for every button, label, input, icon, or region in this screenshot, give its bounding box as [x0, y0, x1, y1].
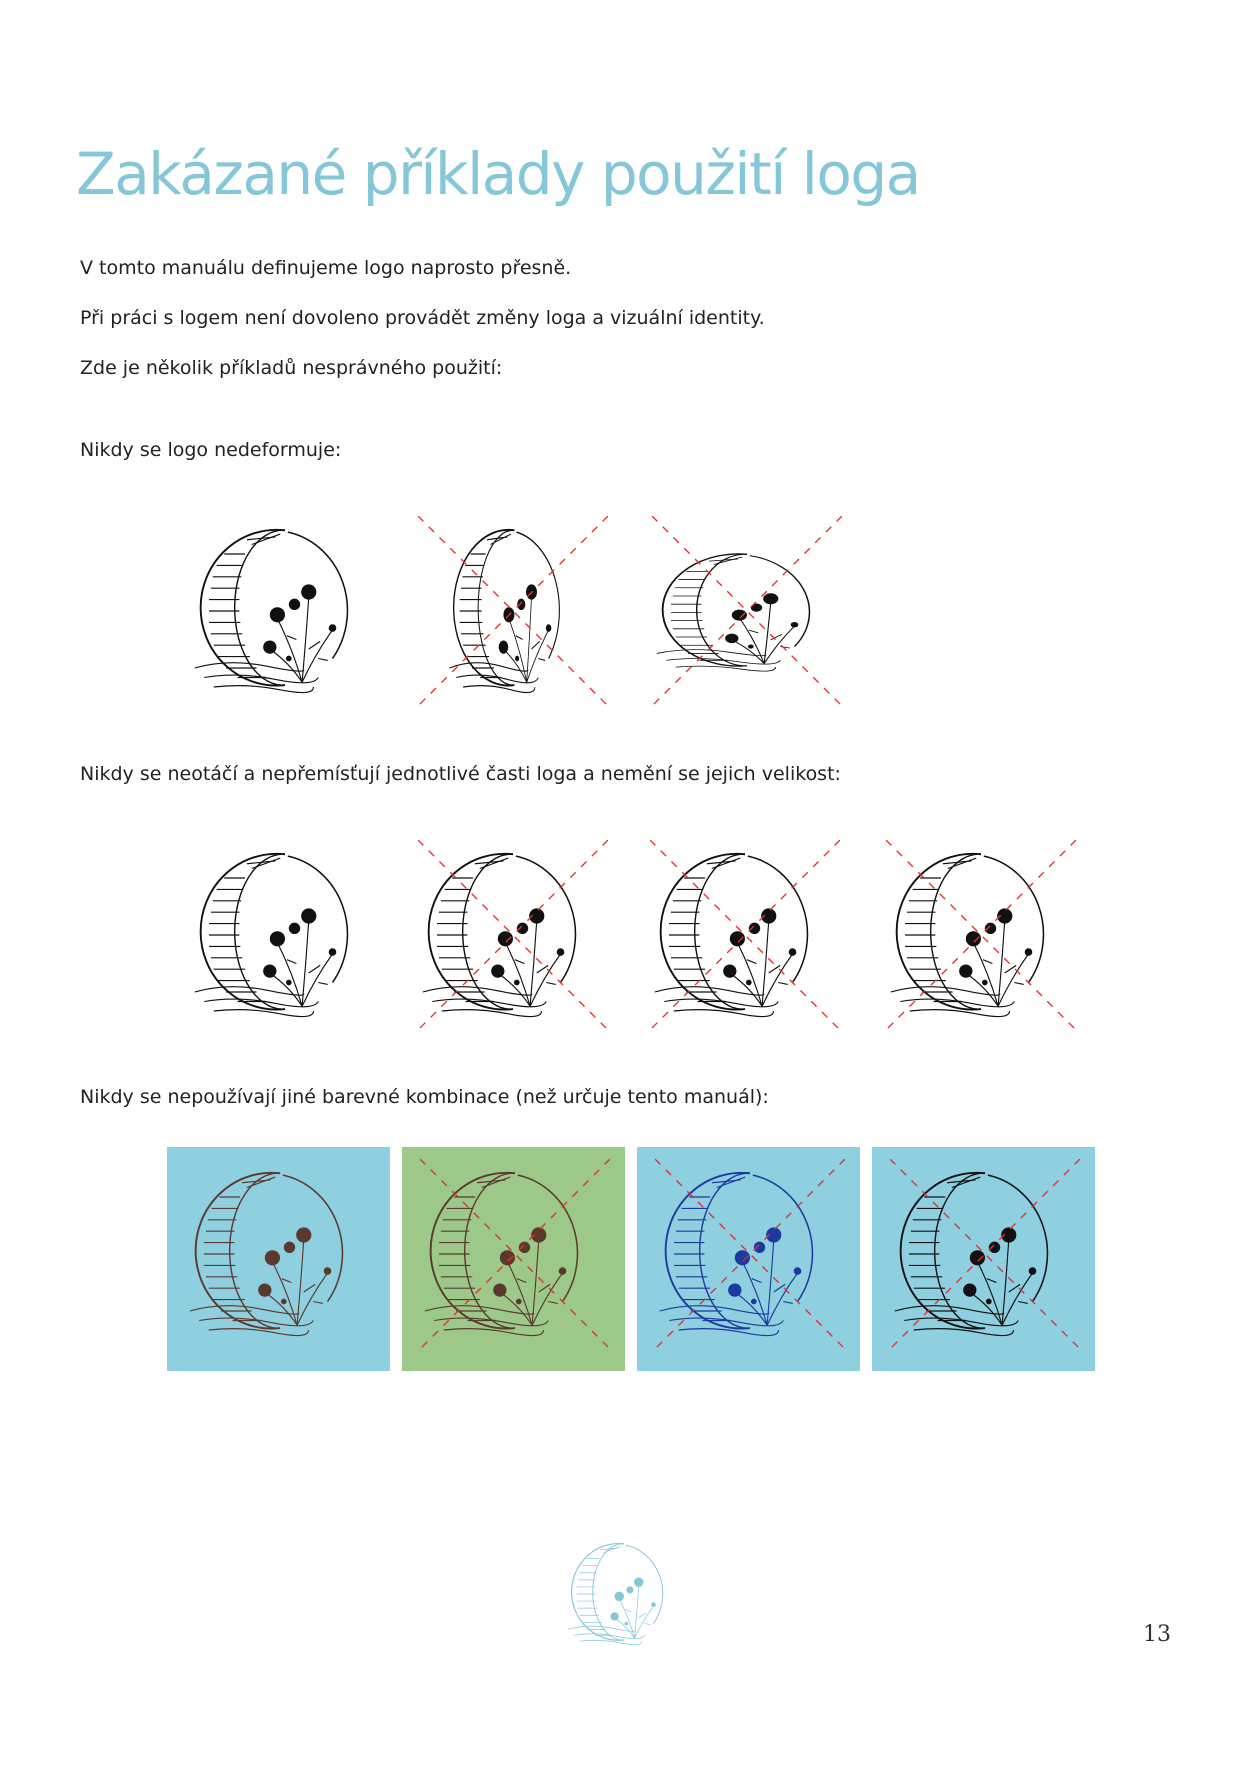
- logo-navy-on-blue: [655, 1159, 845, 1349]
- color-tile-blue-brown: [167, 1147, 390, 1371]
- section-deform-heading: Nikdy se logo nedeformuje:: [80, 439, 342, 461]
- logo-moved-part: [650, 840, 840, 1030]
- logo-correct: [190, 516, 380, 706]
- logo-black-on-blue: [890, 1159, 1080, 1349]
- logo-brown-on-blue: [185, 1159, 375, 1349]
- logo-rotated-part: [418, 840, 608, 1030]
- logo-brown-on-green: [420, 1159, 610, 1349]
- logo-correct-2: [190, 840, 380, 1030]
- intro-line-2: Při práci s logem není dovoleno provádět změny loga a vizuální identity.: [80, 307, 765, 329]
- section-colors-heading: Nikdy se nepoužívají jiné barevné kombinace (než určuje tento manuál):: [80, 1086, 769, 1108]
- logo-deformed-narrow: [418, 516, 608, 706]
- color-tile-green-brown: [402, 1147, 625, 1371]
- color-tile-blue-navy: [637, 1147, 860, 1371]
- logo-resized-part: [886, 840, 1076, 1030]
- page-number: 13: [1143, 1622, 1171, 1647]
- section-rotate-heading: Nikdy se neotáčí a nepřemísťují jednotlivé časti loga a nemění se jejich velikost:: [80, 763, 841, 785]
- footer-logo: [565, 1535, 683, 1653]
- intro-line-1: V tomto manuálu definujeme logo naprosto přesně.: [80, 257, 572, 279]
- color-tile-blue-black: [872, 1147, 1095, 1371]
- page-title: Zakázané příklady použití loga: [76, 140, 920, 208]
- intro-line-3: Zde je několik příkladů nesprávného použití:: [80, 357, 503, 379]
- logo-deformed-wide: [652, 516, 842, 706]
